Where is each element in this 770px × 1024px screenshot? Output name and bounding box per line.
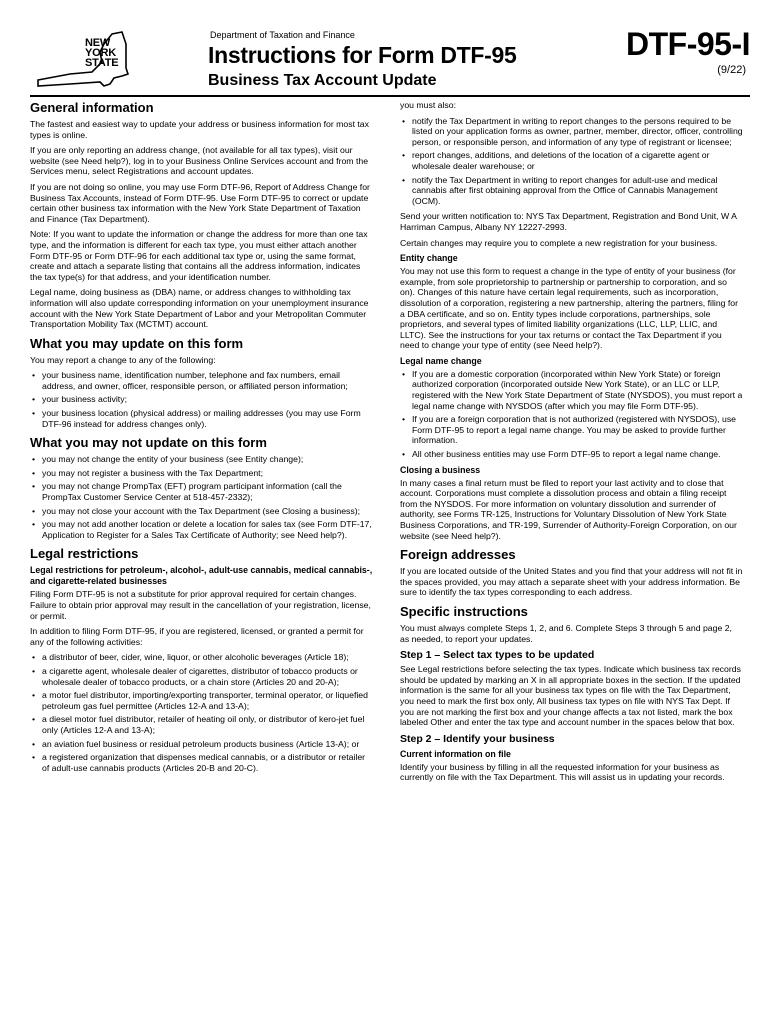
paragraph: If you are located outside of the United States and you find that your address will not fit in the spaces provided, you may attach a separate sheet with your address information. Be sure to identify the tax types corresponding to each address.	[400, 566, 743, 598]
paragraph: In many cases a final return must be filed to report your last activity and to close that account. Corporations must complete a dissolution process and obtain a filing receipt from the NYSDOS. For more information on voluntary dissolution and surrender of authority, see Forms TR-125, Instructions for Voluntary Dissolution of New York State Business Corporations, and TR-199, Surrender of Authority-Foreign Corporation, on our website (see Need help?).	[400, 477, 737, 541]
paragraph: You may report a change to any of the following:	[30, 354, 216, 365]
list-item: • notify the Tax Department in writing to report changes for adult-use and medical cannabis after first obtaining approval from the Office of Cannabis Management (OCM).	[400, 175, 743, 207]
list-item: • report changes, additions, and deletions of the location of a cigarette agent or wholesale dealer warehouse; or	[400, 150, 743, 171]
bullet-list	[400, 116, 743, 207]
subsection-heading: Closing a business	[400, 464, 481, 475]
subsection-heading: Legal name change	[400, 355, 482, 366]
page-title: Instructions for Form DTF-95	[208, 42, 517, 68]
logo-line: NEW	[85, 37, 111, 49]
bullet-list	[30, 370, 373, 429]
list-item: • a motor fuel distributor, importing/exporting transporter, terminal operator, or liquefied petroleum gas fuel permittee (Articles 12-A and 13-A);	[30, 690, 373, 711]
paragraph: The fastest and easiest way to update your address or business information for most tax types is online.	[30, 119, 369, 140]
list-item: • you may not change PrompTax (EFT) program participant information (call the PrompTax Customer Service Center at 518-457-2332);	[30, 481, 373, 502]
subsection-heading: Legal restrictions for petroleum-, alcohol-, adult-use cannabis, medical cannabis-, and cigarette-related businesses	[30, 565, 373, 587]
list-item: • All other business entities may use Form DTF-95 to report a legal name change.	[400, 449, 743, 460]
header-divider	[30, 95, 750, 97]
revision-date: (9/22)	[717, 64, 746, 76]
list-item: • a registered organization that dispenses medical cannabis, or a distributor or retailer of adult-use cannabis products (Articles 20-B and 20-C).	[30, 752, 373, 773]
paragraph: you must also:	[400, 100, 457, 110]
step-heading: Step 1 – Select tax types to be updated	[400, 649, 595, 662]
list-item: • you may not change the entity of your business (see Entity change);	[30, 454, 373, 465]
list-item: • a distributor of beer, cider, wine, liquor, or other alcoholic beverages (Article 18);	[30, 652, 373, 663]
section-heading: Legal restrictions	[30, 546, 139, 562]
logo-line: YORK	[85, 47, 116, 59]
paragraph: Identify your business by filling in all the requested information for your business as currently on file with the Tax Department. This will assist us in updating your records.	[400, 761, 725, 783]
paragraph: You may not use this form to request a change in the type of entity of your business (for example, from sole proprietorship to partnership or partnership to corporation, and so on). Changes of this nature have certain legal requirements, such as incorporation, dissolution of a corporation, registering a new partnership, altering the partners, filing for a DBA certificate, and so on. Entity types include corporations, partnerships, sole proprietors, and several types of limited liability organizations (LLC, LLP, LLIC, and LLTC). See the instructions for your tax returns or contact the Tax Department if you need to change your type of entity (see Need help?).	[400, 266, 739, 351]
subsection-heading: Entity change	[400, 253, 458, 264]
paragraph: You must always complete Steps 1, 2, and 6. Complete Steps 3 through 5 and page 2, as needed, to report your updates.	[400, 622, 732, 644]
page-subtitle: Business Tax Account Update	[208, 72, 437, 89]
paragraph: Certain changes may require you to complete a new registration for your business.	[400, 237, 718, 248]
form-number: DTF-95-I	[626, 26, 750, 62]
paragraph: Send your written notification to: NYS Tax Department, Registration and Bond Unit, W A Harriman Campus, Albany NY 12227-2993.	[400, 211, 737, 232]
list-item: • If you are a foreign corporation that is not authorized (registered with NYSDOS), use Form DTF-95 to report a legal name change. You may be asked to provide further information.	[400, 414, 743, 446]
right-column	[400, 100, 743, 788]
list-item: • your business activity;	[30, 394, 373, 405]
form-header	[30, 22, 750, 102]
list-item: • a cigarette agent, wholesale dealer of cigarettes, distributor of tobacco products or wholesale dealer of tobacco products, or a chain store (Articles 20 and 20-A);	[30, 666, 373, 687]
left-column	[30, 100, 373, 778]
list-item: • a diesel motor fuel distributor, retailer of heating oil only, or distributor of kero-jet fuel only (Articles 12-A and 13-A);	[30, 714, 373, 735]
department-name: Department of Taxation and Finance	[210, 30, 355, 40]
paragraph: Filing Form DTF-95 is not a substitute for prior approval required for certain changes. Failure to obtain prior approval may result in the cancellation of your registration, license, or permit.	[30, 589, 371, 621]
list-item: • you may not register a business with the Tax Department;	[30, 468, 373, 479]
paragraph: If you are only reporting an address change, (not available for all tax types), visit our website (see Need help?), log in to your Business Online Services account and from the Services menu, select Registrations and account updates.	[30, 145, 369, 177]
bullet-list	[30, 454, 373, 540]
step-heading: Step 2 – Identify your business	[400, 732, 555, 745]
nys-logo	[30, 28, 130, 88]
paragraph: Legal name, doing business as (DBA) name, or address changes to withholding tax information will also update corresponding information on your unemployment insurance account with the New York State Department of Labor and your Metropolitan Commuter Transportation Mobility Tax (MCTMT) account.	[30, 287, 369, 330]
bullet-list	[30, 652, 373, 773]
section-heading: What you may update on this form	[30, 335, 244, 351]
list-item: • you may not close your account with the Tax Department (see Closing a business);	[30, 506, 373, 517]
section-heading: What you may not update on this form	[30, 435, 267, 451]
section-heading: Specific instructions	[400, 603, 528, 619]
subsection-heading: Current information on file	[400, 748, 511, 759]
logo-line: STATE	[85, 57, 119, 69]
paragraph: See Legal restrictions before selecting the tax types. Indicate which business tax records should be updated by marking an X in all appropriate boxes in the section. If the updated information is the same for all your business tax types on file with the Tax Department, you need to mark the first box only, All business tax types on file with NYS Tax Dept. If you are not marking the first box and your change affects a tax not listed, mark the box labeled Other and enter the tax type and account number in the spaces below that box.	[400, 664, 741, 728]
list-item: • your business name, identification number, telephone and fax numbers, email address, and owner, officer, responsible person, or affiliated person information;	[30, 370, 373, 391]
paragraph: If you are not doing so online, you may use Form DTF-96, Report of Address Change for Business Tax Accounts, instead of Form DTF-95. Use Form DTF-95 to correct or update certain other business tax information with the New York State Department of Taxation and Finance (Tax Department).	[30, 181, 370, 224]
section-heading: General information	[30, 100, 154, 115]
list-item: • notify the Tax Department in writing to report changes to the persons required to be listed on your application forms as owner, partner, member, director, officer, controlling person, or responsible person, and information of any type of registrant or licensee;	[400, 116, 743, 148]
list-item: • your business location (physical address) or mailing addresses (you may use Form DTF-96 instead for address changes only).	[30, 408, 373, 429]
paragraph: In addition to filing Form DTF-95, if you are registered, licensed, or granted a permit for any of the following activities:	[30, 626, 364, 647]
bullet-list	[400, 369, 743, 460]
list-item: • you may not add another location or delete a location for sales tax (see Form DTF-17, Application to Register for a Sales Tax Certificate of Authority; see Need help?).	[30, 519, 373, 540]
paragraph: Note: If you want to update the information or change the address for more than one tax type, and the information is different for each tax type, you must either attach another Form DTF-95 or Form DTF-96 for each additional tax type or, using the same format, create and attach a separate listing that contains all the address information, indicates the tax type(s) for that address, and your identification number.	[30, 229, 368, 282]
section-heading: Foreign addresses	[400, 547, 516, 563]
logo-text	[85, 38, 118, 68]
list-item: • an aviation fuel business or residual petroleum products business (Article 13-A); or	[30, 739, 373, 750]
list-item: • If you are a domestic corporation (incorporated within New York State) or foreign authorized corporation (incorporated outside New York State), or an LLC or LLP, registered with the New York State Department of State (NYSDOS), you must report a legal name change with NYSDOS (after which you may file Form DTF-95).	[400, 369, 743, 411]
